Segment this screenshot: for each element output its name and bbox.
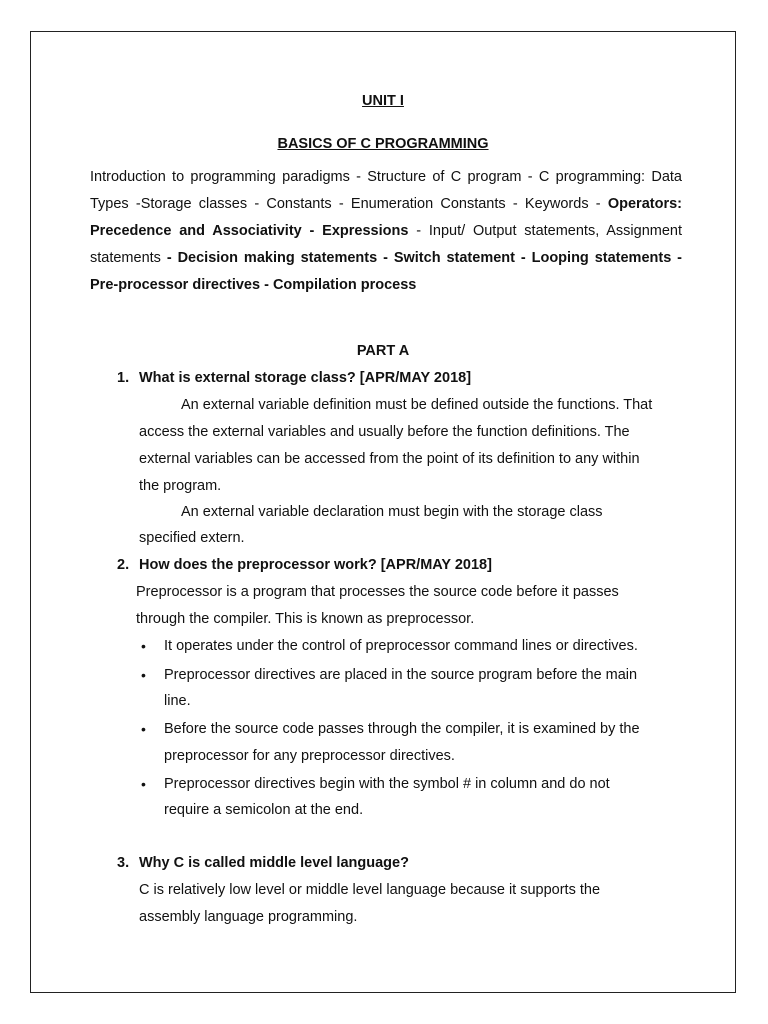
question-title: Why C is called middle level language? [139, 855, 409, 871]
answer-line: assembly language programming. [139, 909, 358, 925]
syllabus-intro [90, 164, 682, 299]
question-title: What is external storage class? [APR/MAY 2018] [139, 370, 472, 386]
question-title: How does the preprocessor work? [APR/MAY 2018] [139, 557, 492, 573]
bullet-text: Preprocessor directives are placed in the source program before the main [164, 667, 638, 683]
bullet-icon: • [141, 667, 146, 683]
bullet-icon: • [141, 721, 146, 737]
bullet-text: require a semicolon at the end. [164, 802, 364, 818]
answer-line: C is relatively low level or middle level language because it supports the [139, 882, 601, 898]
answer-line: the program. [139, 478, 222, 494]
bullet-text: It operates under the control of preprocessor command lines or directives. [164, 638, 638, 654]
unit-title: UNIT I [362, 93, 404, 109]
bullet-text: line. [164, 693, 191, 709]
answer-line: specified extern. [139, 530, 245, 546]
answer-line: through the compiler. This is known as preprocessor. [136, 611, 475, 627]
bullet-text: Preprocessor directives begin with the symbol # in column and do not [164, 776, 610, 792]
answer-line: An external variable declaration must begin with the storage class [181, 504, 603, 520]
answer-line: access the external variables and usually before the function definitions. The [139, 424, 630, 440]
bullet-text: preprocessor for any preprocessor directives. [164, 748, 455, 764]
answer-line: Preprocessor is a program that processes the source code before it passes [136, 584, 619, 600]
bullet-icon: • [141, 638, 146, 654]
question-number: 2. [117, 557, 130, 573]
bullet-icon: • [141, 776, 146, 792]
subject-title: BASICS OF C PROGRAMMING [277, 136, 489, 152]
question-number: 1. [117, 370, 130, 386]
question-number: 3. [117, 855, 130, 871]
answer-line: external variables can be accessed from the point of its definition to any within [139, 451, 640, 467]
answer-line: An external variable definition must be defined outside the functions. That [181, 397, 653, 413]
intro-seg1: Introduction to programming paradigms - Structure of C program - C programming: Data Types -Storage classes - Constants - Enumeration Constants - Keywords - [90, 169, 682, 212]
bullet-text: Before the source code passes through the compiler, it is examined by the [164, 721, 640, 737]
intro-seg4: - Decision making statements - Switch statement - Looping statements - Pre-processor directives - Compilation process [90, 250, 682, 293]
intro-seg2: Operators: Precedence and Associativity - Expressions [90, 196, 682, 239]
intro-seg3: - Input/ Output statements, Assignment statements [90, 223, 683, 266]
part-heading: PART A [356, 343, 410, 359]
